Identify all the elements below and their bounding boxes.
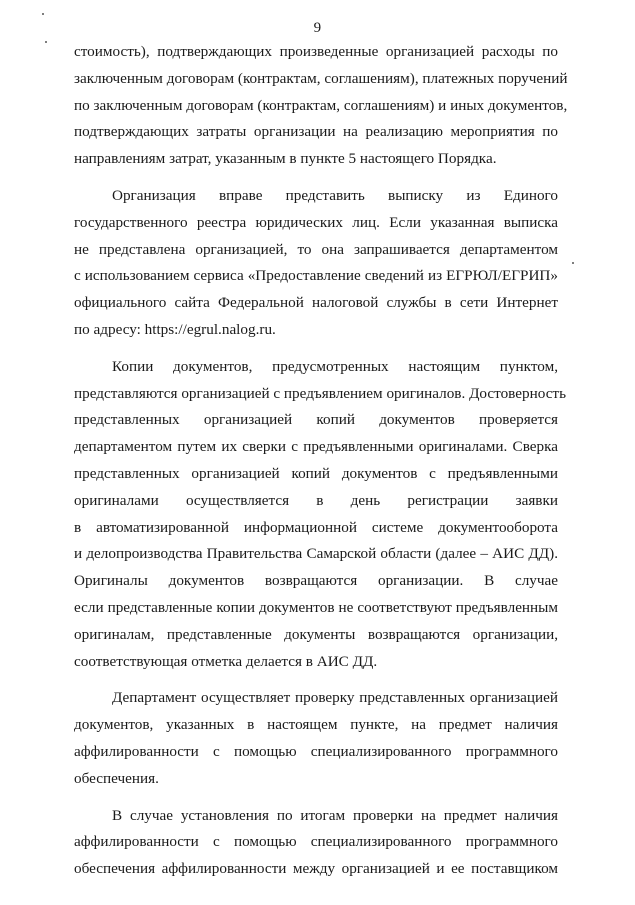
- page-number: 9: [313, 20, 322, 36]
- scan-speck: [572, 262, 574, 264]
- text-line: аффилированности с помощью специализированного программного: [74, 833, 558, 851]
- text-line: по заключенным договорам (контрактам, соглашениям) и иных документов,: [74, 96, 568, 114]
- text-line: В случае установления по итогам проверки на предмет наличия: [112, 806, 558, 824]
- text-line: департаментом путем их сверки с предъявленными оригиналами. Сверка: [74, 438, 558, 456]
- text-line: Организация вправе представить выписку из Единого: [112, 186, 558, 204]
- paragraph: [74, 685, 558, 792]
- text-line: обеспечения аффилированности между организацией и ее поставщиком: [74, 860, 558, 878]
- text-line: не представлена организацией, то она запрашивается департаментом: [74, 240, 558, 258]
- text-line: представленных организацией копий документов проверяется: [74, 411, 558, 429]
- paragraph: [74, 803, 558, 883]
- text-line: направлениям затрат, указанным в пункте 5 настоящего Порядка.: [74, 150, 497, 168]
- text-line: представленных организацией копий документов с предъявленными: [74, 464, 558, 482]
- text-line: если представленные копии документов не соответствуют предъявленным: [74, 598, 558, 616]
- paragraph: [74, 39, 568, 173]
- paragraph: [74, 354, 566, 676]
- text-line: официального сайта Федеральной налоговой службы в сети Интернет: [74, 294, 558, 312]
- text-line: обеспечения.: [74, 769, 159, 787]
- text-line: Оригиналы документов возвращаются организации. В случае: [74, 572, 558, 590]
- text-line: представляются организацией с предъявлением оригиналов. Достоверность: [74, 384, 566, 402]
- text-line: стоимость), подтверждающих произведенные организацией расходы по: [74, 43, 558, 60]
- text-line: и делопроизводства Правительства Самарской области (далее – АИС ДД).: [74, 545, 558, 563]
- paragraph: [74, 183, 558, 344]
- text-line: Копии документов, предусмотренных настоящим пунктом,: [112, 357, 558, 375]
- document-body: [74, 39, 568, 883]
- scan-speck: [42, 13, 44, 15]
- text-line: государственного реестра юридических лиц. Если указанная выписка: [74, 213, 558, 231]
- scan-speck: [45, 41, 47, 43]
- text-line: аффилированности с помощью специализированного программного: [74, 742, 558, 760]
- text-line: документов, указанных в настоящем пункте, на предмет наличия: [74, 716, 558, 734]
- text-line: с использованием сервиса «Предоставление сведений из ЕГРЮЛ/ЕГРИП»: [74, 267, 558, 285]
- text-line: оригиналам, представленные документы возвращаются организации,: [74, 625, 558, 643]
- text-line: заключенным договорам (контрактам, соглашениям), платежных поручений: [74, 69, 568, 87]
- text-line: Департамент осуществляет проверку представленных организацией: [112, 689, 558, 707]
- text-line: подтверждающих затраты организации на реализацию мероприятия по: [74, 123, 558, 141]
- text-line: по адресу: https://egrul.nalog.ru.: [74, 320, 276, 338]
- text-line: в автоматизированной информационной системе документооборота: [74, 518, 558, 536]
- text-line: соответствующая отметка делается в АИС ДД.: [74, 652, 378, 670]
- text-line: оригиналами осуществляется в день регистрации заявки: [74, 491, 558, 509]
